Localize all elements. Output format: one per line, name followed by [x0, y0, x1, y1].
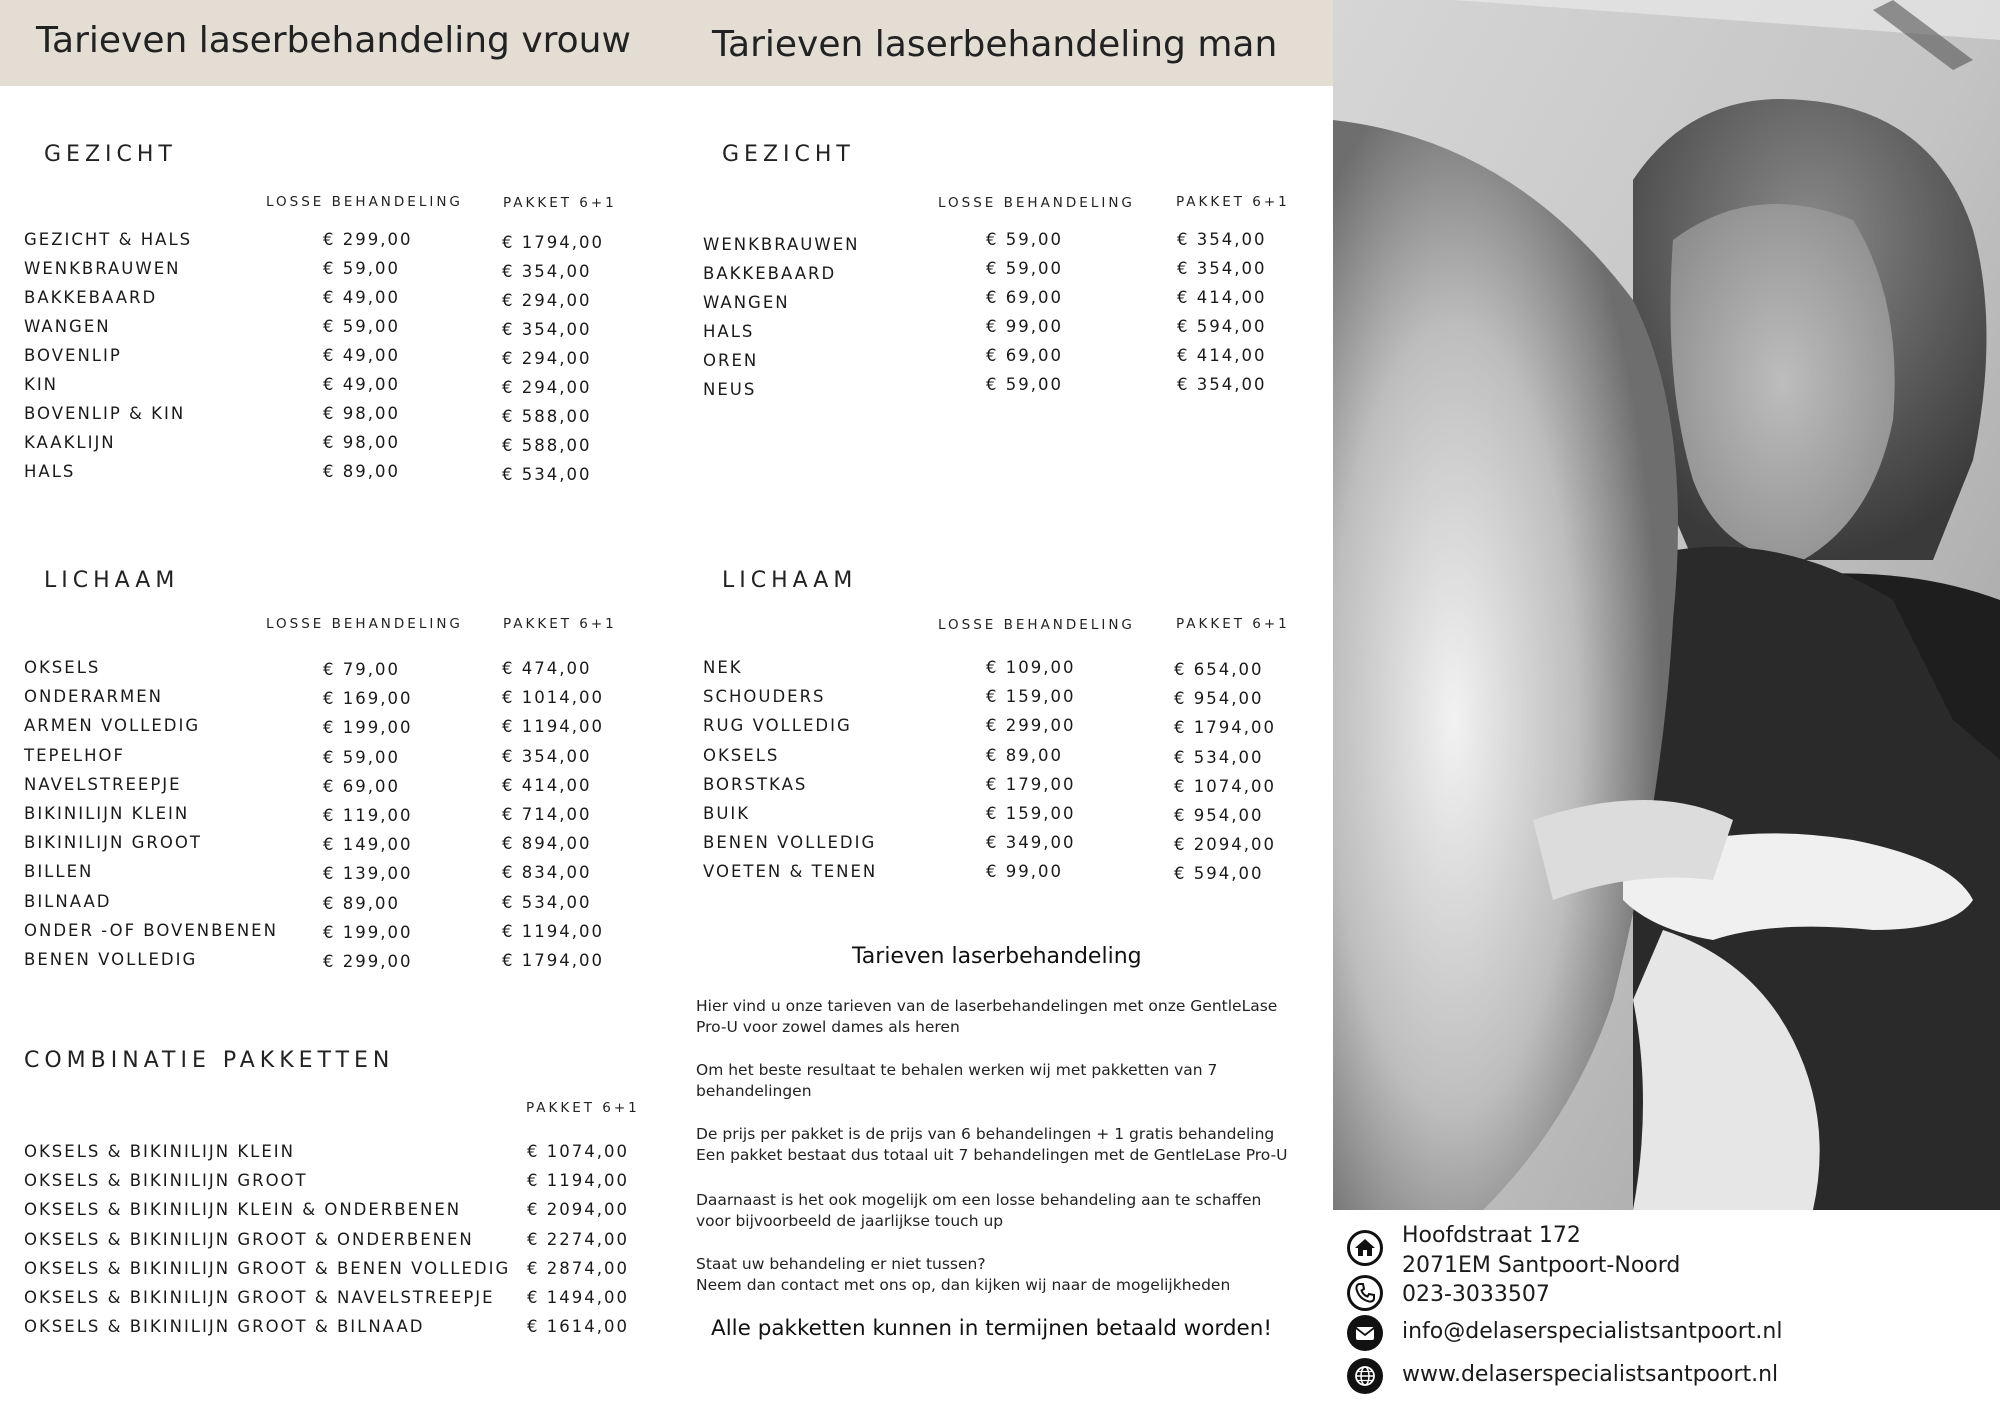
row-name: OKSELS & BIKINILIJN KLEIN [24, 1142, 295, 1161]
row-pakket: € 1194,00 [502, 717, 604, 737]
row-pakket: € 354,00 [502, 320, 592, 339]
vrouw-gezicht-col-losse: LOSSE BEHANDELING [266, 194, 463, 210]
row-name: NEK [703, 658, 743, 677]
row-pakket: € 1614,00 [527, 1317, 629, 1337]
row-name: KAAKLIJN [24, 433, 116, 452]
row-losse: € 119,00 [323, 806, 413, 825]
row-name: BILLEN [24, 862, 94, 882]
row-pakket: € 294,00 [502, 291, 592, 310]
row-name: BAKKEBAARD [24, 288, 158, 307]
row-pakket: € 534,00 [502, 465, 592, 484]
row-pakket: € 2274,00 [527, 1229, 629, 1249]
row-pakket: € 2094,00 [1174, 835, 1276, 855]
row-pakket: € 354,00 [502, 746, 592, 766]
row-losse: € 89,00 [323, 462, 400, 481]
row-losse: € 299,00 [986, 716, 1076, 736]
home-icon [1347, 1230, 1383, 1266]
row-name: ONDER -OF BOVENBENEN [24, 920, 278, 940]
phone-icon [1347, 1275, 1383, 1311]
row-pakket: € 1014,00 [502, 688, 604, 708]
row-losse: € 349,00 [986, 833, 1076, 853]
row-pakket: € 1074,00 [527, 1142, 629, 1161]
row-losse: € 59,00 [323, 747, 400, 767]
row-name: NAVELSTREEPJE [24, 774, 182, 794]
combinatie-col-pakket: PAKKET 6+1 [526, 1100, 640, 1116]
row-pakket: € 1794,00 [502, 233, 604, 252]
row-losse: € 169,00 [323, 689, 413, 709]
row-name: OREN [703, 351, 759, 370]
info-title: Tarieven laserbehandeling [852, 944, 1142, 969]
row-name: BIKINILIJN KLEIN [24, 804, 190, 823]
row-losse: € 59,00 [323, 259, 400, 278]
row-losse: € 99,00 [986, 862, 1063, 882]
row-name: BENEN VOLLEDIG [24, 950, 198, 969]
row-name: OKSELS & BIKINILIJN KLEIN & ONDERBENEN [24, 1200, 462, 1220]
row-name: ONDERARMEN [24, 687, 164, 707]
treatment-photo [1333, 0, 2000, 1210]
row-name: BIKINILIJN GROOT [24, 833, 202, 853]
row-name: NEUS [703, 380, 757, 399]
row-name: BAKKEBAARD [703, 264, 837, 283]
row-losse: € 69,00 [986, 346, 1063, 365]
row-pakket: € 414,00 [1177, 288, 1267, 307]
row-losse: € 49,00 [323, 288, 400, 307]
row-pakket: € 594,00 [1177, 317, 1267, 336]
row-pakket: € 2874,00 [527, 1258, 629, 1278]
row-pakket: € 654,00 [1174, 660, 1264, 679]
row-name: SCHOUDERS [703, 687, 826, 707]
row-name: GEZICHT & HALS [24, 230, 193, 249]
row-pakket: € 294,00 [502, 378, 592, 397]
row-pakket: € 414,00 [1177, 346, 1267, 365]
man-lichaam-col-losse: LOSSE BEHANDELING [938, 617, 1135, 633]
man-lichaam-title: LICHAAM [722, 568, 858, 593]
row-pakket: € 594,00 [1174, 864, 1264, 884]
row-losse: € 49,00 [323, 375, 400, 394]
row-name: RUG VOLLEDIG [703, 716, 852, 736]
combinatie-title: COMBINATIE PAKKETTEN [24, 1048, 395, 1073]
row-losse: € 79,00 [323, 660, 400, 679]
row-losse: € 89,00 [323, 893, 400, 913]
row-losse: € 98,00 [323, 404, 400, 423]
man-gezicht-col-losse: LOSSE BEHANDELING [938, 195, 1135, 211]
row-losse: € 69,00 [986, 288, 1063, 307]
row-pakket: € 534,00 [1174, 747, 1264, 767]
row-losse: € 89,00 [986, 745, 1063, 765]
row-name: OKSELS & BIKINILIJN GROOT & BENEN VOLLEDIG [24, 1258, 511, 1278]
title-man: Tarieven laserbehandeling man [712, 24, 1278, 65]
row-name: BOVENLIP & KIN [24, 404, 186, 423]
title-vrouw: Tarieven laserbehandeling vrouw [36, 20, 631, 61]
row-pakket: € 414,00 [502, 775, 592, 795]
info-paragraph-5: Staat uw behandeling er niet tussen? Neem dan contact met ons op, dan kijken wij naar de mogelijkheden [696, 1255, 1231, 1294]
vrouw-gezicht-col-pakket: PAKKET 6+1 [503, 195, 617, 211]
mail-icon [1347, 1315, 1383, 1351]
row-name: OKSELS & BIKINILIJN GROOT & BILNAAD [24, 1317, 425, 1337]
website-link[interactable]: www.delaserspecialistsantpoort.nl [1402, 1362, 1779, 1387]
info-paragraph-4: Daarnaast is het ook mogelijk om een losse behandeling aan te schaffen voor bijvoorbeeld de jaarlijkse touch up [696, 1191, 1262, 1230]
row-pakket: € 588,00 [502, 436, 592, 455]
row-losse: € 299,00 [323, 230, 413, 249]
man-gezicht-col-pakket: PAKKET 6+1 [1176, 194, 1290, 210]
row-losse: € 159,00 [986, 687, 1076, 707]
row-pakket: € 294,00 [502, 349, 592, 368]
row-name: HALS [703, 322, 755, 341]
row-pakket: € 354,00 [1177, 259, 1267, 278]
row-name: WANGEN [24, 317, 111, 336]
row-losse: € 59,00 [986, 375, 1063, 394]
row-losse: € 99,00 [986, 317, 1063, 336]
info-paragraph-3: De prijs per pakket is de prijs van 6 behandelingen + 1 gratis behandeling Een pakket bestaat dus totaal uit 7 behandelingen met de GentleLase Pro-U [696, 1125, 1288, 1164]
row-name: WENKBRAUWEN [24, 259, 181, 278]
row-name: ARMEN VOLLEDIG [24, 716, 201, 736]
row-name: BILNAAD [24, 891, 112, 911]
row-name: OKSELS & BIKINILIJN GROOT [24, 1171, 308, 1191]
vrouw-gezicht-title: GEZICHT [44, 142, 177, 167]
row-losse: € 69,00 [323, 776, 400, 796]
row-name: OKSELS & BIKINILIJN GROOT & NAVELSTREEPJE [24, 1288, 495, 1307]
row-name: BUIK [703, 804, 751, 823]
row-name: VOETEN & TENEN [703, 862, 878, 882]
row-losse: € 199,00 [323, 718, 413, 738]
vrouw-lichaam-col-losse: LOSSE BEHANDELING [266, 616, 463, 632]
row-name: KIN [24, 375, 59, 394]
phone-number[interactable]: 023-3033507 [1402, 1282, 1550, 1307]
row-pakket: € 1194,00 [527, 1171, 629, 1191]
row-losse: € 109,00 [986, 658, 1076, 677]
address-line-1: Hoofdstraat 172 [1402, 1223, 1581, 1248]
row-pakket: € 1074,00 [1174, 776, 1276, 796]
row-name: OKSELS [24, 658, 101, 677]
row-name: WANGEN [703, 293, 790, 312]
vrouw-lichaam-col-pakket: PAKKET 6+1 [503, 616, 617, 632]
globe-icon [1347, 1358, 1383, 1394]
row-pakket: € 588,00 [502, 407, 592, 426]
row-name: WENKBRAUWEN [703, 235, 860, 254]
row-losse: € 59,00 [986, 259, 1063, 278]
man-gezicht-title: GEZICHT [722, 142, 855, 167]
row-name: BOVENLIP [24, 346, 122, 365]
row-pakket: € 954,00 [1174, 806, 1264, 825]
row-pakket: € 1494,00 [527, 1288, 629, 1307]
man-lichaam-col-pakket: PAKKET 6+1 [1176, 616, 1290, 632]
row-losse: € 59,00 [323, 317, 400, 336]
row-pakket: € 1794,00 [1174, 718, 1276, 738]
row-pakket: € 1194,00 [502, 921, 604, 941]
row-losse: € 299,00 [323, 952, 413, 971]
row-losse: € 149,00 [323, 835, 413, 855]
vrouw-lichaam-title: LICHAAM [44, 568, 180, 593]
info-termijnen: Alle pakketten kunnen in termijnen betaald worden! [711, 1316, 1272, 1341]
row-losse: € 159,00 [986, 804, 1076, 823]
email-link[interactable]: info@delaserspecialistsantpoort.nl [1402, 1319, 1783, 1344]
row-losse: € 49,00 [323, 346, 400, 365]
row-losse: € 199,00 [323, 922, 413, 942]
row-pakket: € 894,00 [502, 834, 592, 854]
row-pakket: € 2094,00 [527, 1200, 629, 1220]
row-pakket: € 714,00 [502, 805, 592, 824]
row-pakket: € 354,00 [502, 262, 592, 281]
row-losse: € 59,00 [986, 230, 1063, 249]
row-losse: € 139,00 [323, 864, 413, 884]
row-name: TEPELHOF [24, 745, 125, 765]
row-pakket: € 954,00 [1174, 689, 1264, 709]
row-name: HALS [24, 462, 76, 481]
row-name: OKSELS [703, 745, 780, 765]
info-paragraph-1: Hier vind u onze tarieven van de laserbehandelingen met onze GentleLase Pro-U voor zowel dames als heren [696, 997, 1278, 1036]
row-pakket: € 834,00 [502, 863, 592, 883]
row-name: BORSTKAS [703, 774, 808, 794]
row-pakket: € 474,00 [502, 659, 592, 678]
row-name: OKSELS & BIKINILIJN GROOT & ONDERBENEN [24, 1229, 474, 1249]
info-paragraph-2: Om het beste resultaat te behalen werken wij met pakketten van 7 behandelingen [696, 1061, 1218, 1100]
row-name: BENEN VOLLEDIG [703, 833, 877, 853]
row-losse: € 179,00 [986, 774, 1076, 794]
row-pakket: € 354,00 [1177, 375, 1267, 394]
row-pakket: € 354,00 [1177, 230, 1267, 249]
address-line-2: 2071EM Santpoort-Noord [1402, 1253, 1681, 1278]
row-pakket: € 1794,00 [502, 951, 604, 970]
row-losse: € 98,00 [323, 433, 400, 452]
row-pakket: € 534,00 [502, 892, 592, 912]
